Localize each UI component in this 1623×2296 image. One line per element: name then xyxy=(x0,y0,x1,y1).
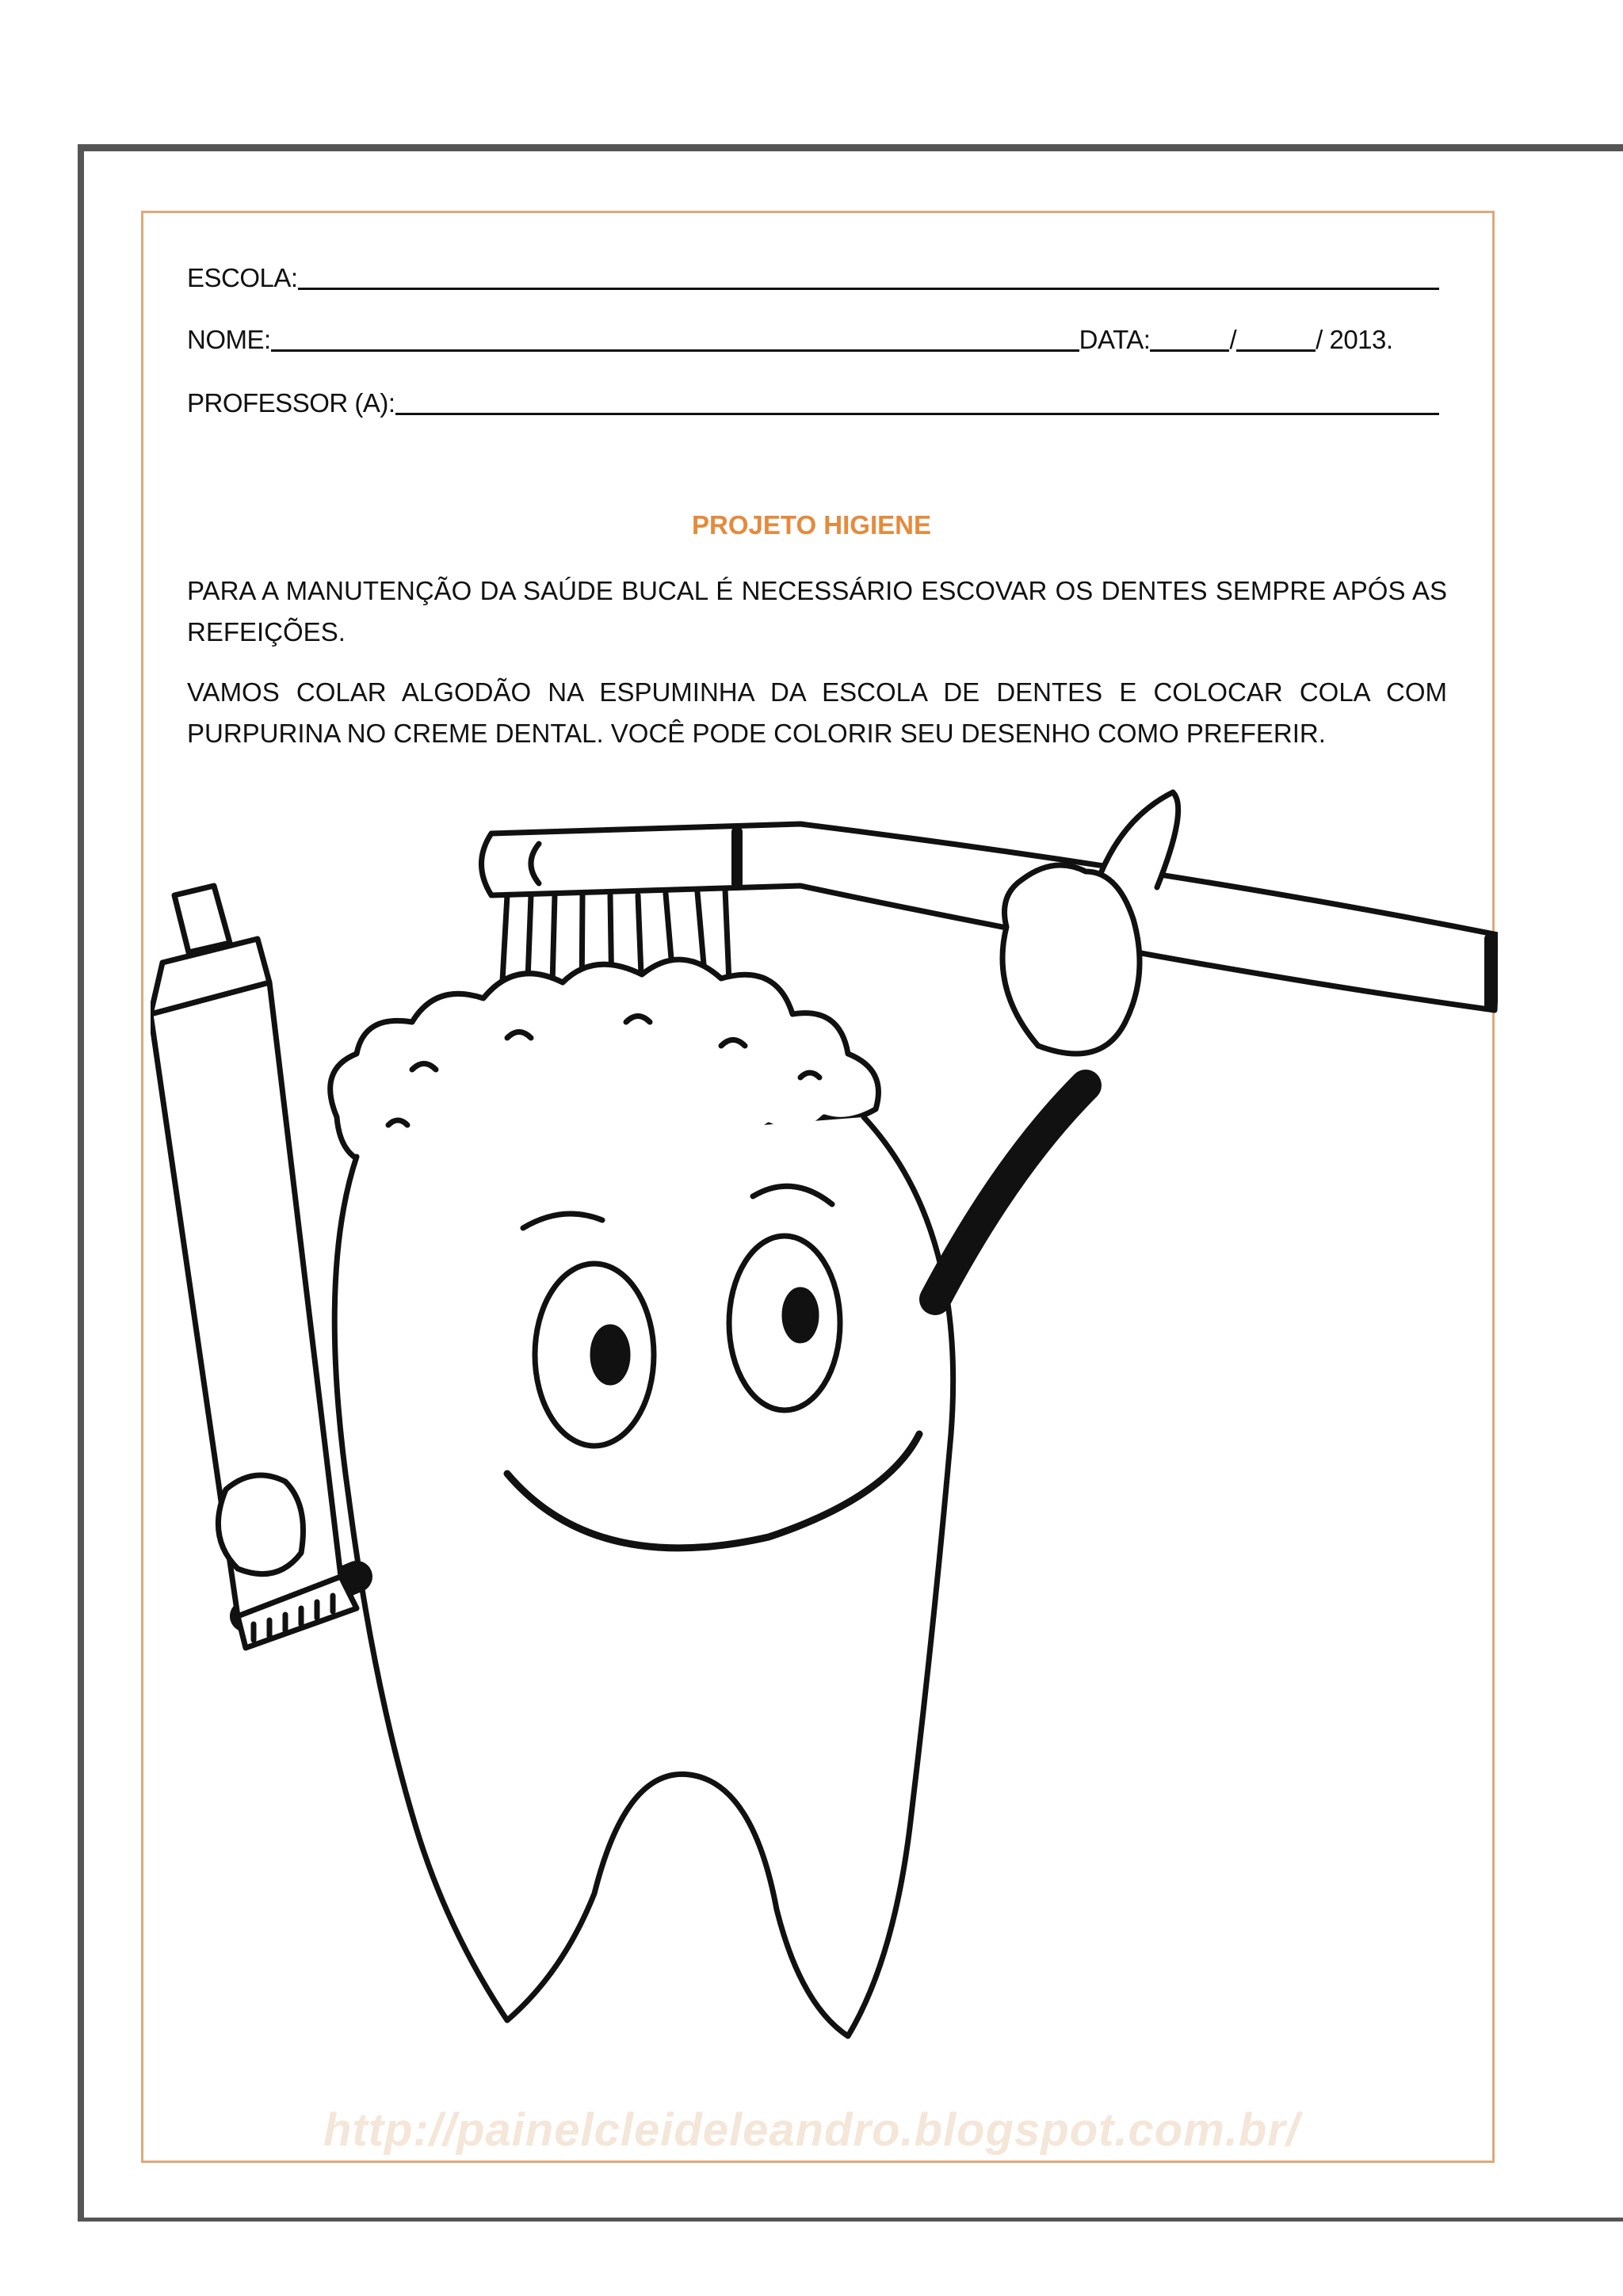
escola-blank-line[interactable] xyxy=(298,261,1439,290)
nome-blank-line[interactable] xyxy=(271,322,1079,352)
instruction-paragraph-1: PARA A MANUTENÇÃO DA SAÚDE BUCAL É NECESSÁRIO ESCOVAR OS DENTES SEMPRE APÓS AS REFEIÇÕES. xyxy=(187,576,1447,646)
date-separator: / xyxy=(1229,325,1237,354)
toothpaste-tube-icon xyxy=(151,886,357,1648)
watermark-url: http://painelcleideleandro.blogspot.com.br/ xyxy=(323,2104,1300,2156)
professor-label: PROFESSOR (A): xyxy=(187,388,395,418)
instruction-paragraph-2: VAMOS COLAR ALGODÃO NA ESPUMINHA DA ESCOLA DE DENTES E COLOCAR COLA COM PURPURINA NO CREME DENTAL. VOCÊ PODE COLORIR SEU DESENHO COMO PREFERIR. xyxy=(187,677,1447,748)
nome-label: NOME: xyxy=(187,325,271,354)
tooth-brushing-coloring-icon xyxy=(151,784,1498,2052)
year-text: / 2013. xyxy=(1316,325,1393,354)
escola-field xyxy=(187,258,1439,293)
nome-field xyxy=(187,320,1447,355)
worksheet-title: PROJETO HIGIENE xyxy=(692,510,931,540)
data-label: DATA: xyxy=(1079,325,1151,354)
escola-label: ESCOLA: xyxy=(187,263,298,292)
tooth-body xyxy=(334,1117,953,2036)
professor-field xyxy=(187,383,1439,418)
month-blank-line[interactable] xyxy=(1236,322,1316,352)
day-blank-line[interactable] xyxy=(1150,322,1229,352)
professor-blank-line[interactable] xyxy=(395,386,1439,415)
